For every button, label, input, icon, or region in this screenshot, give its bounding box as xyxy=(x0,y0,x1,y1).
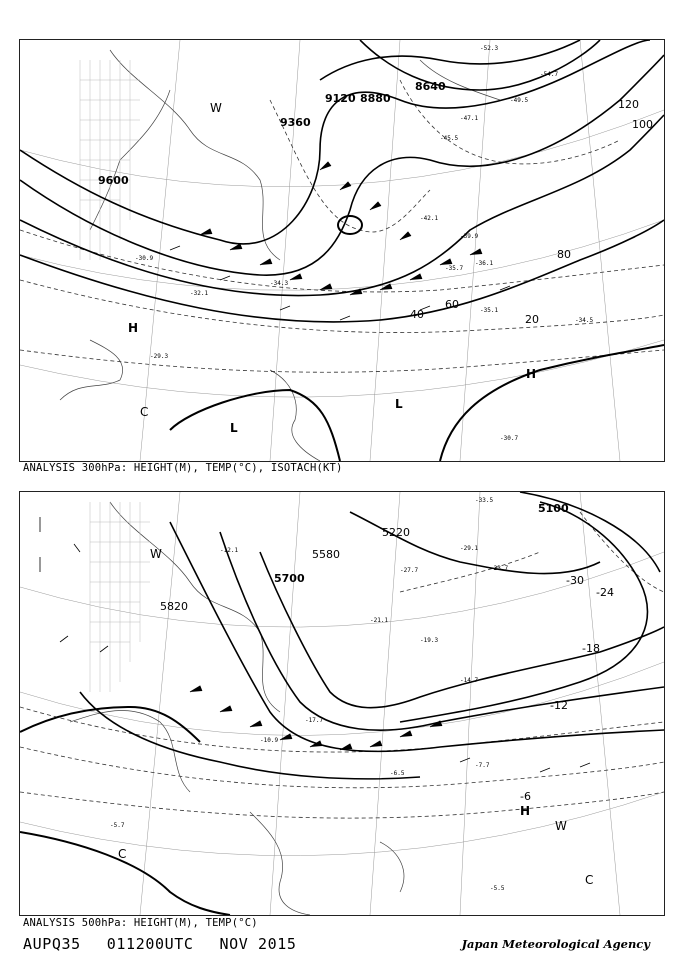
valid-date: NOV 2015 xyxy=(219,935,297,953)
isotach-label: 80 xyxy=(557,248,571,261)
isotachs xyxy=(170,216,664,461)
isotach-label: 120 xyxy=(618,98,639,111)
isotherm-label: -24 xyxy=(596,586,614,599)
chart-500hpa-caption: ANALYSIS 500hPa: HEIGHT(M), TEMP(°C) xyxy=(23,917,258,929)
temp-value: -42.1 xyxy=(420,215,439,222)
isotherm-label: -30 xyxy=(566,574,584,587)
temp-value: -36.1 xyxy=(475,260,494,267)
temp-value: -17.7 xyxy=(305,717,324,724)
temp-value: -5.5 xyxy=(490,885,505,892)
temp-value: -54.7 xyxy=(540,71,559,78)
system-label: C xyxy=(585,873,594,887)
temp-value: -5.7 xyxy=(110,822,125,829)
contour-label: 5580 xyxy=(312,548,340,561)
system-label: L xyxy=(395,397,403,411)
temp-value: -30.7 xyxy=(500,435,519,442)
system-label: C xyxy=(140,405,149,419)
system-label: H xyxy=(526,367,537,381)
temp-value: -10.9 xyxy=(260,737,279,744)
contour-label: 5220 xyxy=(382,526,410,539)
chart-300hpa-map xyxy=(20,40,664,461)
terrain-hatch xyxy=(80,60,140,260)
temp-value: -33.5 xyxy=(475,497,494,504)
system-label: H xyxy=(128,321,139,335)
system-label: W xyxy=(210,101,222,115)
temp-value: -45.5 xyxy=(440,135,459,142)
temp-value: -30.9 xyxy=(135,255,154,262)
isotherm-label: -6 xyxy=(520,790,531,803)
temp-value: -27.7 xyxy=(400,567,419,574)
isotach-label: 40 xyxy=(410,308,424,321)
temp-value: -6.5 xyxy=(390,770,405,777)
isotherms xyxy=(20,512,664,818)
temp-value: -29.3 xyxy=(150,353,169,360)
temp-value: -21.1 xyxy=(370,617,389,624)
isotherm-label: -18 xyxy=(582,642,600,655)
contour-label: 9600 xyxy=(98,174,129,187)
contour-label: 9360 xyxy=(280,116,311,129)
system-label: L xyxy=(230,421,238,435)
temp-value: -19.3 xyxy=(420,637,439,644)
contour-label: 8640 xyxy=(415,80,446,93)
contour-label: 8880 xyxy=(360,92,391,105)
chart-300hpa xyxy=(19,39,665,462)
temp-value: -39.9 xyxy=(460,233,479,240)
system-label: W xyxy=(555,819,567,833)
chart-500hpa xyxy=(19,491,665,916)
chart-300hpa-caption: ANALYSIS 300hPa: HEIGHT(M), TEMP(°C), ISOTACH(KT) xyxy=(23,462,343,474)
isotach-label: 20 xyxy=(525,313,539,326)
temp-value: -14.7 xyxy=(460,677,479,684)
product-code-line xyxy=(23,935,323,953)
agency-name: Japan Meteorological Agency xyxy=(461,937,650,951)
temp-value: -32.1 xyxy=(190,290,209,297)
temp-value: -12.1 xyxy=(220,547,239,554)
terrain-hatch xyxy=(90,502,150,692)
valid-time: 011200UTC xyxy=(106,935,194,953)
temp-value: -52.3 xyxy=(480,45,499,52)
system-label: W xyxy=(150,547,162,561)
isotach-label: 100 xyxy=(632,118,653,131)
temp-value: -34.3 xyxy=(270,280,289,287)
product-code: AUPQ35 xyxy=(23,935,81,953)
isotherm-label: -12 xyxy=(550,699,568,712)
system-label: C xyxy=(118,847,127,861)
temp-value: -35.1 xyxy=(480,307,499,314)
height-contours xyxy=(80,492,664,779)
system-label: H xyxy=(520,804,531,818)
chart-500hpa-map xyxy=(20,492,664,915)
temp-value: -23.7 xyxy=(490,565,509,572)
isotach-label: 60 xyxy=(445,298,459,311)
temp-value: -34.5 xyxy=(575,317,594,324)
temp-value: -47.1 xyxy=(460,115,479,122)
temp-value: -7.7 xyxy=(475,762,490,769)
temp-value: -49.5 xyxy=(510,97,529,104)
thick-contours xyxy=(20,707,230,915)
contour-label: 9120 xyxy=(325,92,356,105)
contour-label: 5820 xyxy=(160,600,188,613)
contour-label: 5700 xyxy=(274,572,305,585)
temp-value: -35.7 xyxy=(445,265,464,272)
temp-value: -29.1 xyxy=(460,545,479,552)
isotherms xyxy=(20,80,664,372)
contour-label: 5100 xyxy=(538,502,569,515)
coastlines xyxy=(60,50,500,461)
